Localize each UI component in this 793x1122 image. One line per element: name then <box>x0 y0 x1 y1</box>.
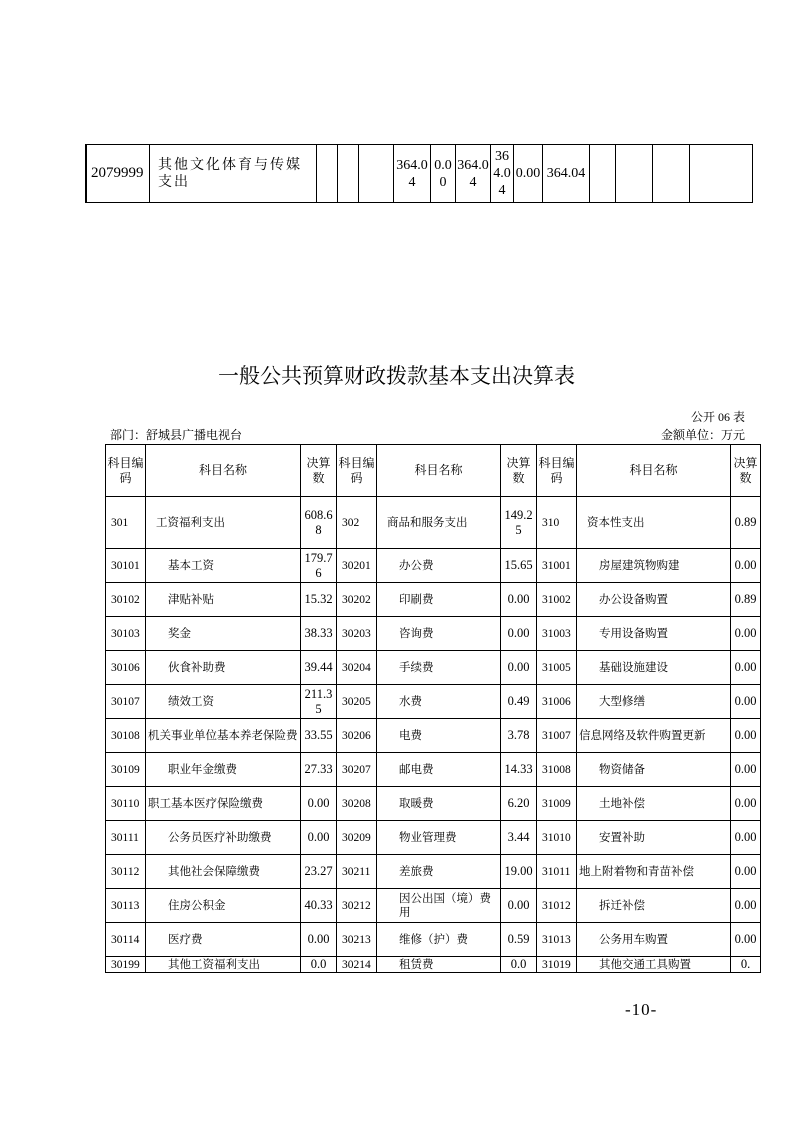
row-code-cell: 30204 <box>337 651 377 685</box>
row-amount-cell: 0.00 <box>301 821 337 855</box>
row-amount-cell: 3.44 <box>501 821 537 855</box>
table-body <box>106 497 761 973</box>
row-name-cell: 津贴补贴 <box>146 583 301 617</box>
header-row <box>106 445 761 497</box>
header-code: 科目编码 <box>537 445 577 497</box>
unit-label: 金额单位：万元 <box>660 428 745 442</box>
row-code-cell: 30109 <box>106 753 146 787</box>
row-amount-cell: 33.55 <box>301 719 337 753</box>
row-code-cell: 30111 <box>106 821 146 855</box>
row-amount-cell: 40.33 <box>301 889 337 923</box>
row-code-cell: 30108 <box>106 719 146 753</box>
row-name-cell: 商品和服务支出 <box>377 497 501 549</box>
row-name-cell: 办公设备购置 <box>577 583 731 617</box>
table-row <box>106 549 761 583</box>
row-code-cell: 30214 <box>337 957 377 973</box>
row-code-cell: 302 <box>337 497 377 549</box>
row-name-cell: 专用设备购置 <box>577 617 731 651</box>
row-name-cell: 其他社会保障缴费 <box>146 855 301 889</box>
row-amount-cell: 0.00 <box>731 821 761 855</box>
row-code-cell: 30101 <box>106 549 146 583</box>
row-code-cell: 30207 <box>337 753 377 787</box>
row-name-cell: 手续费 <box>377 651 501 685</box>
row-code-cell: 30110 <box>106 787 146 821</box>
top-row-code: 2079999 <box>86 145 150 203</box>
row-amount-cell: 15.65 <box>501 549 537 583</box>
row-amount-cell: 0.00 <box>731 685 761 719</box>
row-code-cell: 30113 <box>106 889 146 923</box>
table-row <box>106 651 761 685</box>
row-amount-cell: 0.00 <box>731 651 761 685</box>
header-amount: 决算数 <box>501 445 537 497</box>
row-name-cell: 机关事业单位基本养老保险费 <box>146 719 301 753</box>
row-code-cell: 30114 <box>106 923 146 957</box>
row-code-cell: 31003 <box>537 617 577 651</box>
top-continuation-table <box>85 144 753 203</box>
row-name-cell: 奖金 <box>146 617 301 651</box>
header-name: 科目名称 <box>377 445 501 497</box>
row-amount-cell: 211.35 <box>301 685 337 719</box>
row-code-cell: 30211 <box>337 855 377 889</box>
row-amount-cell: 0.00 <box>731 753 761 787</box>
row-code-cell: 30212 <box>337 889 377 923</box>
row-name-cell: 安置补助 <box>577 821 731 855</box>
header-name: 科目名称 <box>577 445 731 497</box>
row-amount-cell: 0.00 <box>501 583 537 617</box>
row-code-cell: 31012 <box>537 889 577 923</box>
top-row-cell <box>616 145 653 203</box>
row-name-cell: 其他交通工具购置 <box>577 957 731 973</box>
header-amount: 决算数 <box>301 445 337 497</box>
row-code-cell: 30209 <box>337 821 377 855</box>
row-amount-cell: 0.59 <box>501 923 537 957</box>
top-row-cell <box>317 145 338 203</box>
row-name-cell: 差旅费 <box>377 855 501 889</box>
row-name-cell: 租赁费 <box>377 957 501 973</box>
row-name-cell: 住房公积金 <box>146 889 301 923</box>
row-name-cell: 物业管理费 <box>377 821 501 855</box>
top-row-cell <box>653 145 690 203</box>
row-name-cell: 邮电费 <box>377 753 501 787</box>
top-row-cell: 364.04 <box>394 145 431 203</box>
row-code-cell: 30106 <box>106 651 146 685</box>
row-name-cell: 水费 <box>377 685 501 719</box>
table-row <box>106 497 761 549</box>
row-amount-cell: 6.20 <box>501 787 537 821</box>
table-row <box>86 145 753 203</box>
row-amount-cell: 608.68 <box>301 497 337 549</box>
row-name-cell: 工资福利支出 <box>146 497 301 549</box>
form-number: 公开 06 表 <box>690 410 745 424</box>
row-name-cell: 土地补偿 <box>577 787 731 821</box>
table-row <box>106 923 761 957</box>
table-row <box>106 617 761 651</box>
row-amount-cell: 0.0 <box>501 957 537 973</box>
row-amount-cell: 0.00 <box>731 549 761 583</box>
row-name-cell: 公务员医疗补助缴费 <box>146 821 301 855</box>
department-label: 部门：舒城县广播电视台 <box>110 428 243 442</box>
row-amount-cell: 0.00 <box>501 617 537 651</box>
row-amount-cell: 0.00 <box>301 923 337 957</box>
row-amount-cell: 149.25 <box>501 497 537 549</box>
row-name-cell: 物资储备 <box>577 753 731 787</box>
row-amount-cell: 38.33 <box>301 617 337 651</box>
row-code-cell: 31007 <box>537 719 577 753</box>
row-code-cell: 30112 <box>106 855 146 889</box>
row-amount-cell: 0.89 <box>731 497 761 549</box>
row-code-cell: 30206 <box>337 719 377 753</box>
row-amount-cell: 15.32 <box>301 583 337 617</box>
expenditure-table <box>105 444 761 973</box>
top-row-cell: 0.00 <box>431 145 456 203</box>
row-name-cell: 信息网络及软件购置更新 <box>577 719 731 753</box>
row-code-cell: 31009 <box>537 787 577 821</box>
table-row <box>106 889 761 923</box>
page-title: 一般公共预算财政拨款基本支出决算表 <box>218 364 575 388</box>
row-name-cell: 公务用车购置 <box>577 923 731 957</box>
row-name-cell: 职工基本医疗保险缴费 <box>146 787 301 821</box>
row-code-cell: 30201 <box>337 549 377 583</box>
row-code-cell: 30199 <box>106 957 146 973</box>
header-code: 科目编码 <box>337 445 377 497</box>
row-amount-cell: 3.78 <box>501 719 537 753</box>
table-row <box>106 583 761 617</box>
row-amount-cell: 23.27 <box>301 855 337 889</box>
page-number: -10- <box>625 1000 658 1019</box>
top-row-cell: 0.00 <box>514 145 543 203</box>
row-name-cell: 职业年金缴费 <box>146 753 301 787</box>
row-amount-cell: 27.33 <box>301 753 337 787</box>
header-code: 科目编码 <box>106 445 146 497</box>
table-row <box>106 685 761 719</box>
header-amount: 决算数 <box>731 445 761 497</box>
header-name: 科目名称 <box>146 445 301 497</box>
row-amount-cell: 0.00 <box>731 923 761 957</box>
row-name-cell: 大型修缮 <box>577 685 731 719</box>
row-code-cell: 30203 <box>337 617 377 651</box>
table-row <box>106 957 761 973</box>
row-code-cell: 310 <box>537 497 577 549</box>
row-code-cell: 31019 <box>537 957 577 973</box>
row-name-cell: 资本性支出 <box>577 497 731 549</box>
row-amount-cell: 0.00 <box>301 787 337 821</box>
row-name-cell: 因公出国（境）费用 <box>377 889 501 923</box>
row-code-cell: 301 <box>106 497 146 549</box>
row-code-cell: 30208 <box>337 787 377 821</box>
row-name-cell: 维修（护）费 <box>377 923 501 957</box>
row-name-cell: 基础设施建设 <box>577 651 731 685</box>
top-row-name: 其他文化体育与传媒支出 <box>150 145 317 203</box>
row-name-cell: 电费 <box>377 719 501 753</box>
row-name-cell: 取暖费 <box>377 787 501 821</box>
row-amount-cell: 0.00 <box>731 855 761 889</box>
row-amount-cell: 0.00 <box>501 889 537 923</box>
row-code-cell: 31005 <box>537 651 577 685</box>
row-amount-cell: 0.89 <box>731 583 761 617</box>
row-code-cell: 31006 <box>537 685 577 719</box>
row-name-cell: 绩效工资 <box>146 685 301 719</box>
table-row <box>106 753 761 787</box>
row-name-cell: 房屋建筑物购建 <box>577 549 731 583</box>
table-row <box>106 821 761 855</box>
row-code-cell: 30107 <box>106 685 146 719</box>
row-code-cell: 31013 <box>537 923 577 957</box>
row-code-cell: 30202 <box>337 583 377 617</box>
row-name-cell: 咨询费 <box>377 617 501 651</box>
row-amount-cell: 19.00 <box>501 855 537 889</box>
row-name-cell: 基本工资 <box>146 549 301 583</box>
row-amount-cell: 14.33 <box>501 753 537 787</box>
top-row-cell <box>590 145 616 203</box>
row-amount-cell: 0.00 <box>501 651 537 685</box>
row-code-cell: 30103 <box>106 617 146 651</box>
top-row-cell: 364.04 <box>456 145 491 203</box>
row-code-cell: 30213 <box>337 923 377 957</box>
top-row-cell: 364.04 <box>543 145 590 203</box>
row-amount-cell: 0.49 <box>501 685 537 719</box>
row-amount-cell: 0.00 <box>731 617 761 651</box>
row-code-cell: 31001 <box>537 549 577 583</box>
row-name-cell: 其他工资福利支出 <box>146 957 301 973</box>
row-amount-cell: 0.00 <box>731 787 761 821</box>
row-amount-cell: 0.00 <box>731 719 761 753</box>
row-amount-cell: 39.44 <box>301 651 337 685</box>
row-code-cell: 31002 <box>537 583 577 617</box>
row-name-cell: 拆迁补偿 <box>577 889 731 923</box>
row-name-cell: 医疗费 <box>146 923 301 957</box>
table-row <box>106 787 761 821</box>
row-name-cell: 伙食补助费 <box>146 651 301 685</box>
row-code-cell: 30205 <box>337 685 377 719</box>
top-row-cell <box>359 145 394 203</box>
row-code-cell: 31008 <box>537 753 577 787</box>
row-code-cell: 31010 <box>537 821 577 855</box>
row-code-cell: 30102 <box>106 583 146 617</box>
row-name-cell: 办公费 <box>377 549 501 583</box>
top-row-cell <box>338 145 359 203</box>
top-row-cell: 364.04 <box>491 145 514 203</box>
row-amount-cell: 0.0 <box>301 957 337 973</box>
row-name-cell: 印刷费 <box>377 583 501 617</box>
row-code-cell: 31011 <box>537 855 577 889</box>
row-amount-cell: 0. <box>731 957 761 973</box>
table-row <box>106 855 761 889</box>
top-row-cell <box>690 145 753 203</box>
row-amount-cell: 179.76 <box>301 549 337 583</box>
table-row <box>106 719 761 753</box>
row-amount-cell: 0.00 <box>731 889 761 923</box>
row-name-cell: 地上附着物和青苗补偿 <box>577 855 731 889</box>
